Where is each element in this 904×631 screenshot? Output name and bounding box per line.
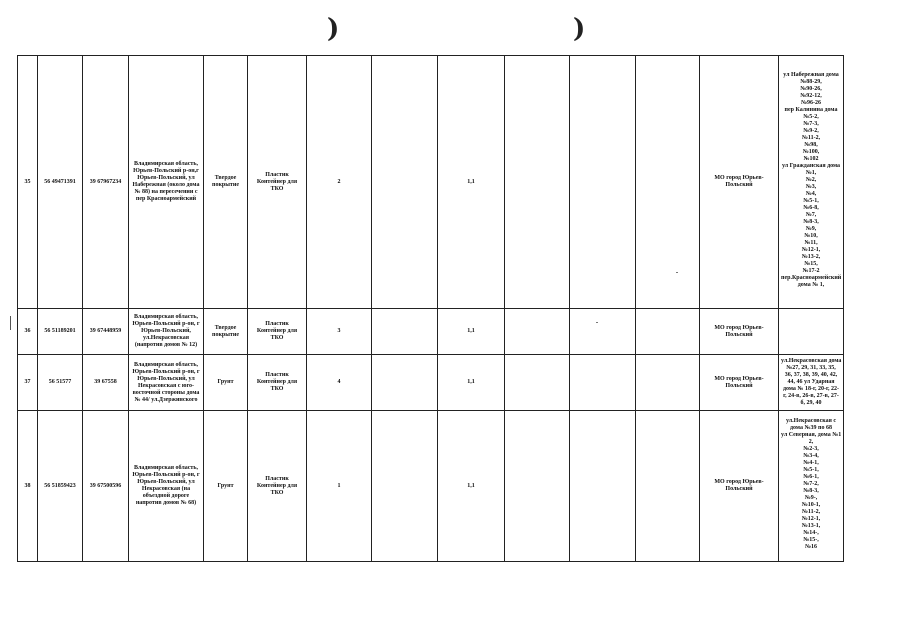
served-address-line: №1, [805, 169, 817, 176]
container-count-cell: 4 [307, 355, 372, 411]
waste-sites-table [17, 55, 844, 562]
served-address-line: ул Северная, дома №1 [781, 431, 842, 438]
address-cell: Владимирская область, Юрьев-Польский р-он, г Юрьев-Польский, ул Некрасовская с юго-восточной стороны дома № 44/ ул.Дзержинского [129, 355, 204, 411]
surface-cell: Грунт [204, 355, 248, 411]
served-address-line: пер Калинина дома [784, 106, 838, 113]
container-count-cell: 1 [307, 411, 372, 562]
served-addresses-cell [779, 309, 844, 355]
served-address-line: №90-26, [800, 85, 822, 92]
served-address-line: №2-3, [803, 445, 819, 452]
longitude-cell: 39 67500596 [83, 411, 129, 562]
served-address-line: ул.Некрасовская с [785, 417, 837, 424]
served-address-line: 44, 46 ул Ударная [787, 379, 835, 385]
served-address-line: №13-2, [801, 253, 821, 260]
row-number-cell: 35 [18, 56, 38, 309]
served-addresses-cell [779, 411, 844, 562]
served-address-line: дома № 1, [797, 281, 825, 288]
served-address-line: №11-2, [801, 134, 821, 141]
served-address-line: пер.Красноармейский [781, 274, 842, 281]
latitude-cell: 56 51577 [38, 355, 83, 411]
owner-cell: МО город Юрьев-Польский [700, 309, 779, 355]
served-address-line: 2, [808, 438, 814, 445]
table-row [18, 56, 844, 309]
scan-mark-right: ) [573, 14, 586, 44]
served-address-line: №10-1, [801, 501, 821, 508]
served-address-line: №6-1, [803, 473, 819, 480]
empty-cell [505, 411, 570, 562]
served-address-line: ул Гражданская дома [781, 162, 841, 169]
served-addresses-cell [779, 355, 844, 411]
served-address-line: №9-, [804, 494, 818, 501]
served-address-line: №12-1, [801, 515, 821, 522]
served-address-line: №5-1, [803, 197, 819, 204]
container-type-cell: Пластик Контейнер для ТКО [248, 411, 307, 562]
served-address-line: №4-1, [803, 459, 819, 466]
surface-cell: Твердое покрытие [204, 56, 248, 309]
empty-cell [372, 56, 438, 309]
served-address-line: г, 24-в, 26-в, 27-в, 27- [783, 393, 839, 399]
served-address-line: №8-3, [803, 487, 819, 494]
served-address-line: №16 [804, 543, 818, 550]
latitude-cell: 56 51189201 [38, 309, 83, 355]
served-address-line: №102 [803, 155, 819, 162]
served-address-line: №11-2, [801, 508, 821, 515]
served-address-line: №98, [804, 141, 818, 148]
longitude-cell: 39 67558 [83, 355, 129, 411]
table-row [18, 309, 844, 355]
address-cell: Владимирская область, Юрьев-Польский р-он, г Юрьев-Польский, ул.Некрасовская (напротив домов № 12) [129, 309, 204, 355]
latitude-cell: 56 49471391 [38, 56, 83, 309]
empty-cell [570, 56, 636, 309]
served-address-line: №7-2, [803, 480, 819, 487]
served-address-line: 36, 37, 38, 39, 40, 42, [784, 372, 838, 378]
scan-edge-mark [10, 316, 11, 330]
longitude-cell: 39 67448959 [83, 309, 129, 355]
table-row [18, 355, 844, 411]
surface-cell: Твердое покрытие [204, 309, 248, 355]
served-address-line: №2, [805, 176, 817, 183]
served-address-line: №17-2 [802, 267, 820, 274]
served-address-line: №12-1, [801, 246, 821, 253]
served-address-line: ул.Некрасовская дома [781, 358, 842, 364]
container-count-cell: 3 [307, 309, 372, 355]
served-address-line: №15, [804, 260, 818, 267]
served-address-line: №10, [804, 232, 818, 239]
served-address-line: №3-4, [803, 452, 819, 459]
empty-cell [636, 355, 700, 411]
served-address-line: №9-2, [803, 127, 819, 134]
empty-cell [570, 355, 636, 411]
served-address-line: №5-1, [803, 466, 819, 473]
owner-cell: МО город Юрьев-Польский [700, 56, 779, 309]
surface-cell: Грунт [204, 411, 248, 562]
container-volume-cell: 1,1 [438, 355, 505, 411]
container-type-cell: Пластик Контейнер для ТКО [248, 355, 307, 411]
served-address-line: дома №39 по 68 [790, 424, 832, 431]
served-address-line: №6-8, [803, 204, 819, 211]
empty-cell [636, 56, 700, 309]
longitude-cell: 39 67967234 [83, 56, 129, 309]
container-volume-cell: 1,1 [438, 56, 505, 309]
empty-cell [372, 309, 438, 355]
row-number-cell: 38 [18, 411, 38, 562]
served-address-line: №3, [805, 183, 817, 190]
container-type-cell: Пластик Контейнер для ТКО [248, 309, 307, 355]
address-cell: Владимирская область, Юрьев-Польский р-он,г Юрьев-Польский, ул Набережная (около дома № 88) на пересечении с пер Красноармейский [129, 56, 204, 309]
served-address-line: №100, [802, 148, 820, 155]
scan-mark-left: ) [327, 14, 340, 44]
served-address-line: №15-, [803, 536, 819, 543]
served-address-line: №8-3, [803, 218, 819, 225]
address-cell: Владимирская область, Юрьев-Польский р-он, г Юрьев-Польский, ул Некрасовская (на объездной дороге напротив домов № 68) [129, 411, 204, 562]
served-address-line: №13-1, [801, 522, 821, 529]
empty-cell [570, 309, 636, 355]
empty-cell [505, 309, 570, 355]
served-address-line: №96-26 [800, 99, 822, 106]
served-address-line: №27, 29, 31, 33, 35, [786, 365, 836, 371]
empty-cell [505, 355, 570, 411]
served-address-line: №7, [805, 211, 817, 218]
served-address-line: ул Набережная дома [783, 71, 839, 78]
served-address-line: №14-, [803, 529, 819, 536]
container-volume-cell: 1,1 [438, 309, 505, 355]
empty-cell [372, 411, 438, 562]
container-volume-cell: 1,1 [438, 411, 505, 562]
row-number-cell: 37 [18, 355, 38, 411]
empty-cell [636, 309, 700, 355]
row-number-cell: 36 [18, 309, 38, 355]
empty-cell [636, 411, 700, 562]
served-address-line: №88-29, [800, 78, 822, 85]
served-address-line: дома № 18-г, 20-г, 22- [782, 386, 840, 392]
empty-cell [505, 56, 570, 309]
container-count-cell: 2 [307, 56, 372, 309]
empty-cell [570, 411, 636, 562]
latitude-cell: 56 51859423 [38, 411, 83, 562]
served-address-line: №4, [805, 190, 817, 197]
served-address-line: №5-2, [803, 113, 819, 120]
served-address-line: №92-12, [800, 92, 822, 99]
empty-cell [372, 355, 438, 411]
container-type-cell: Пластик Контейнер для ТКО [248, 56, 307, 309]
served-address-line: №7-3, [803, 120, 819, 127]
owner-cell: МО город Юрьев-Польский [700, 355, 779, 411]
served-address-line: №9, [805, 225, 817, 232]
served-address-line: №11, [804, 239, 818, 246]
table-row [18, 411, 844, 562]
served-addresses-cell [779, 56, 844, 309]
owner-cell: МО город Юрьев-Польский [700, 411, 779, 562]
served-address-line: б, 29, 40 [800, 400, 822, 406]
